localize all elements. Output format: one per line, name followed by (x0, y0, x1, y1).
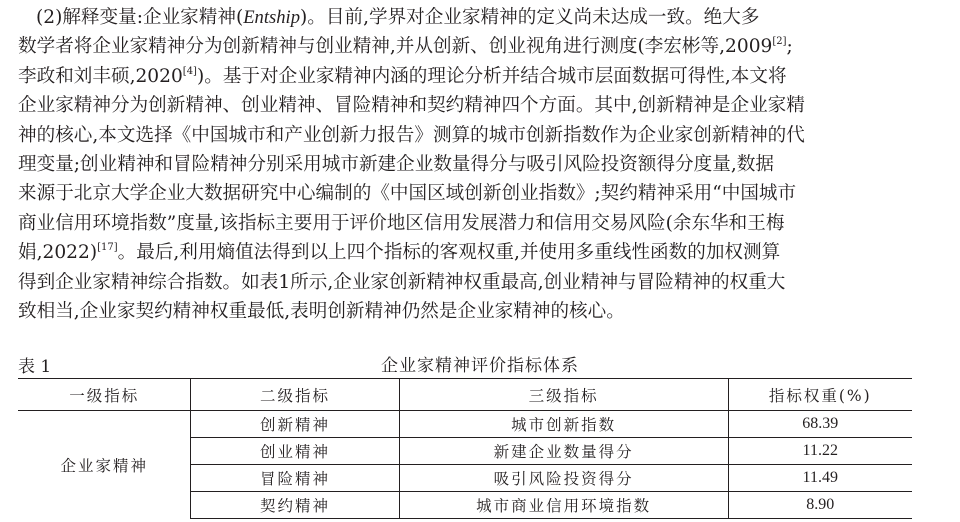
weight-cell: 11.49 (728, 465, 912, 492)
text-span: )。目前,学界对企业家精神的定义尚未达成一致。绝大多 (300, 7, 760, 28)
level3-cell: 新建企业数量得分 (399, 438, 728, 465)
text-line (18, 238, 914, 267)
header-level2: 二级指标 (191, 379, 399, 411)
level2-cell: 创业精神 (191, 438, 399, 465)
level3-cell: 城市商业信用环境指数 (399, 492, 728, 519)
level2-cell: 冒险精神 (191, 465, 399, 492)
level1-cell: 企业家精神 (60, 456, 148, 475)
table-label: 表 1 (18, 357, 52, 377)
header-level3: 三级指标 (399, 379, 728, 411)
text-span: 娟,2022) (18, 242, 98, 264)
level3-cell: 吸引风险投资得分 (399, 465, 728, 492)
text-span: 数学者将企业家精神分为创新精神与创业精神,并从创新、创业视角进行测度(李宏彬等,2009 (18, 36, 773, 58)
text-line: 企业家精神分为创新精神、创业精神、冒险精神和契约精神四个方面。其中,创新精神是企业家精 (18, 95, 805, 117)
table-header-row (18, 379, 912, 411)
text-line: 理变量;创业精神和冒险精神分别采用城市新建企业数量得分与吸引风险投资额得分度量,数据 (18, 154, 774, 176)
citation-marker: [17] (97, 242, 118, 254)
text-line: 神的核心,本文选择《中国城市和产业创新力报告》测算的城市创新指数作为企业家创新精神的代 (18, 124, 805, 146)
variable-name: Entship (243, 7, 301, 28)
weight-cell: 68.39 (728, 411, 912, 438)
text-span: (2)解释变量:企业家精神( (36, 7, 244, 28)
level2-cell: 契约精神 (191, 492, 399, 519)
text-line: 商业信用环境指数”度量,该指标主要用于评价地区信用发展潜力和信用交易风险(余东华和王梅 (18, 212, 785, 234)
table-row (18, 411, 912, 438)
header-weight: 指标权重(%) (728, 379, 912, 411)
citation-marker: [4] (182, 65, 197, 77)
text-span: 。最后,利用熵值法得到以上四个指标的客观权重,并使用多重线性函数的加权测算 (117, 242, 781, 264)
level2-cell: 创新精神 (191, 411, 399, 438)
text-span: 李政和刘丰硕,2020 (18, 65, 183, 87)
table-title: 企业家精神评价指标体系 (381, 356, 579, 376)
header-level1: 一级指标 (18, 379, 191, 411)
level3-cell: 城市创新指数 (399, 411, 728, 438)
text-line (18, 3, 914, 32)
body-paragraph (18, 3, 914, 326)
weight-cell: 11.22 (728, 438, 912, 465)
text-line (18, 32, 914, 61)
text-line: 来源于北京大学企业大数据研究中心编制的《中国区域创新创业指数》;契约精神采用“中国城市 (18, 183, 797, 205)
text-span: )。基于对企业家精神内涵的理论分析并结合城市层面数据可得性,本文将 (196, 65, 787, 87)
citation-marker: [2] (772, 36, 787, 48)
text-line: 得到企业家精神综合指数。如表1所示,企业家创新精神权重最高,创业精神与冒险精神的权重大 (18, 271, 786, 293)
text-line: 致相当,企业家契约精神权重最低,表明创新精神仍然是企业家精神的核心。 (18, 301, 625, 323)
indicator-table (18, 378, 912, 519)
weight-cell: 8.90 (728, 492, 912, 519)
text-line (18, 62, 914, 91)
text-span: ; (786, 36, 793, 58)
